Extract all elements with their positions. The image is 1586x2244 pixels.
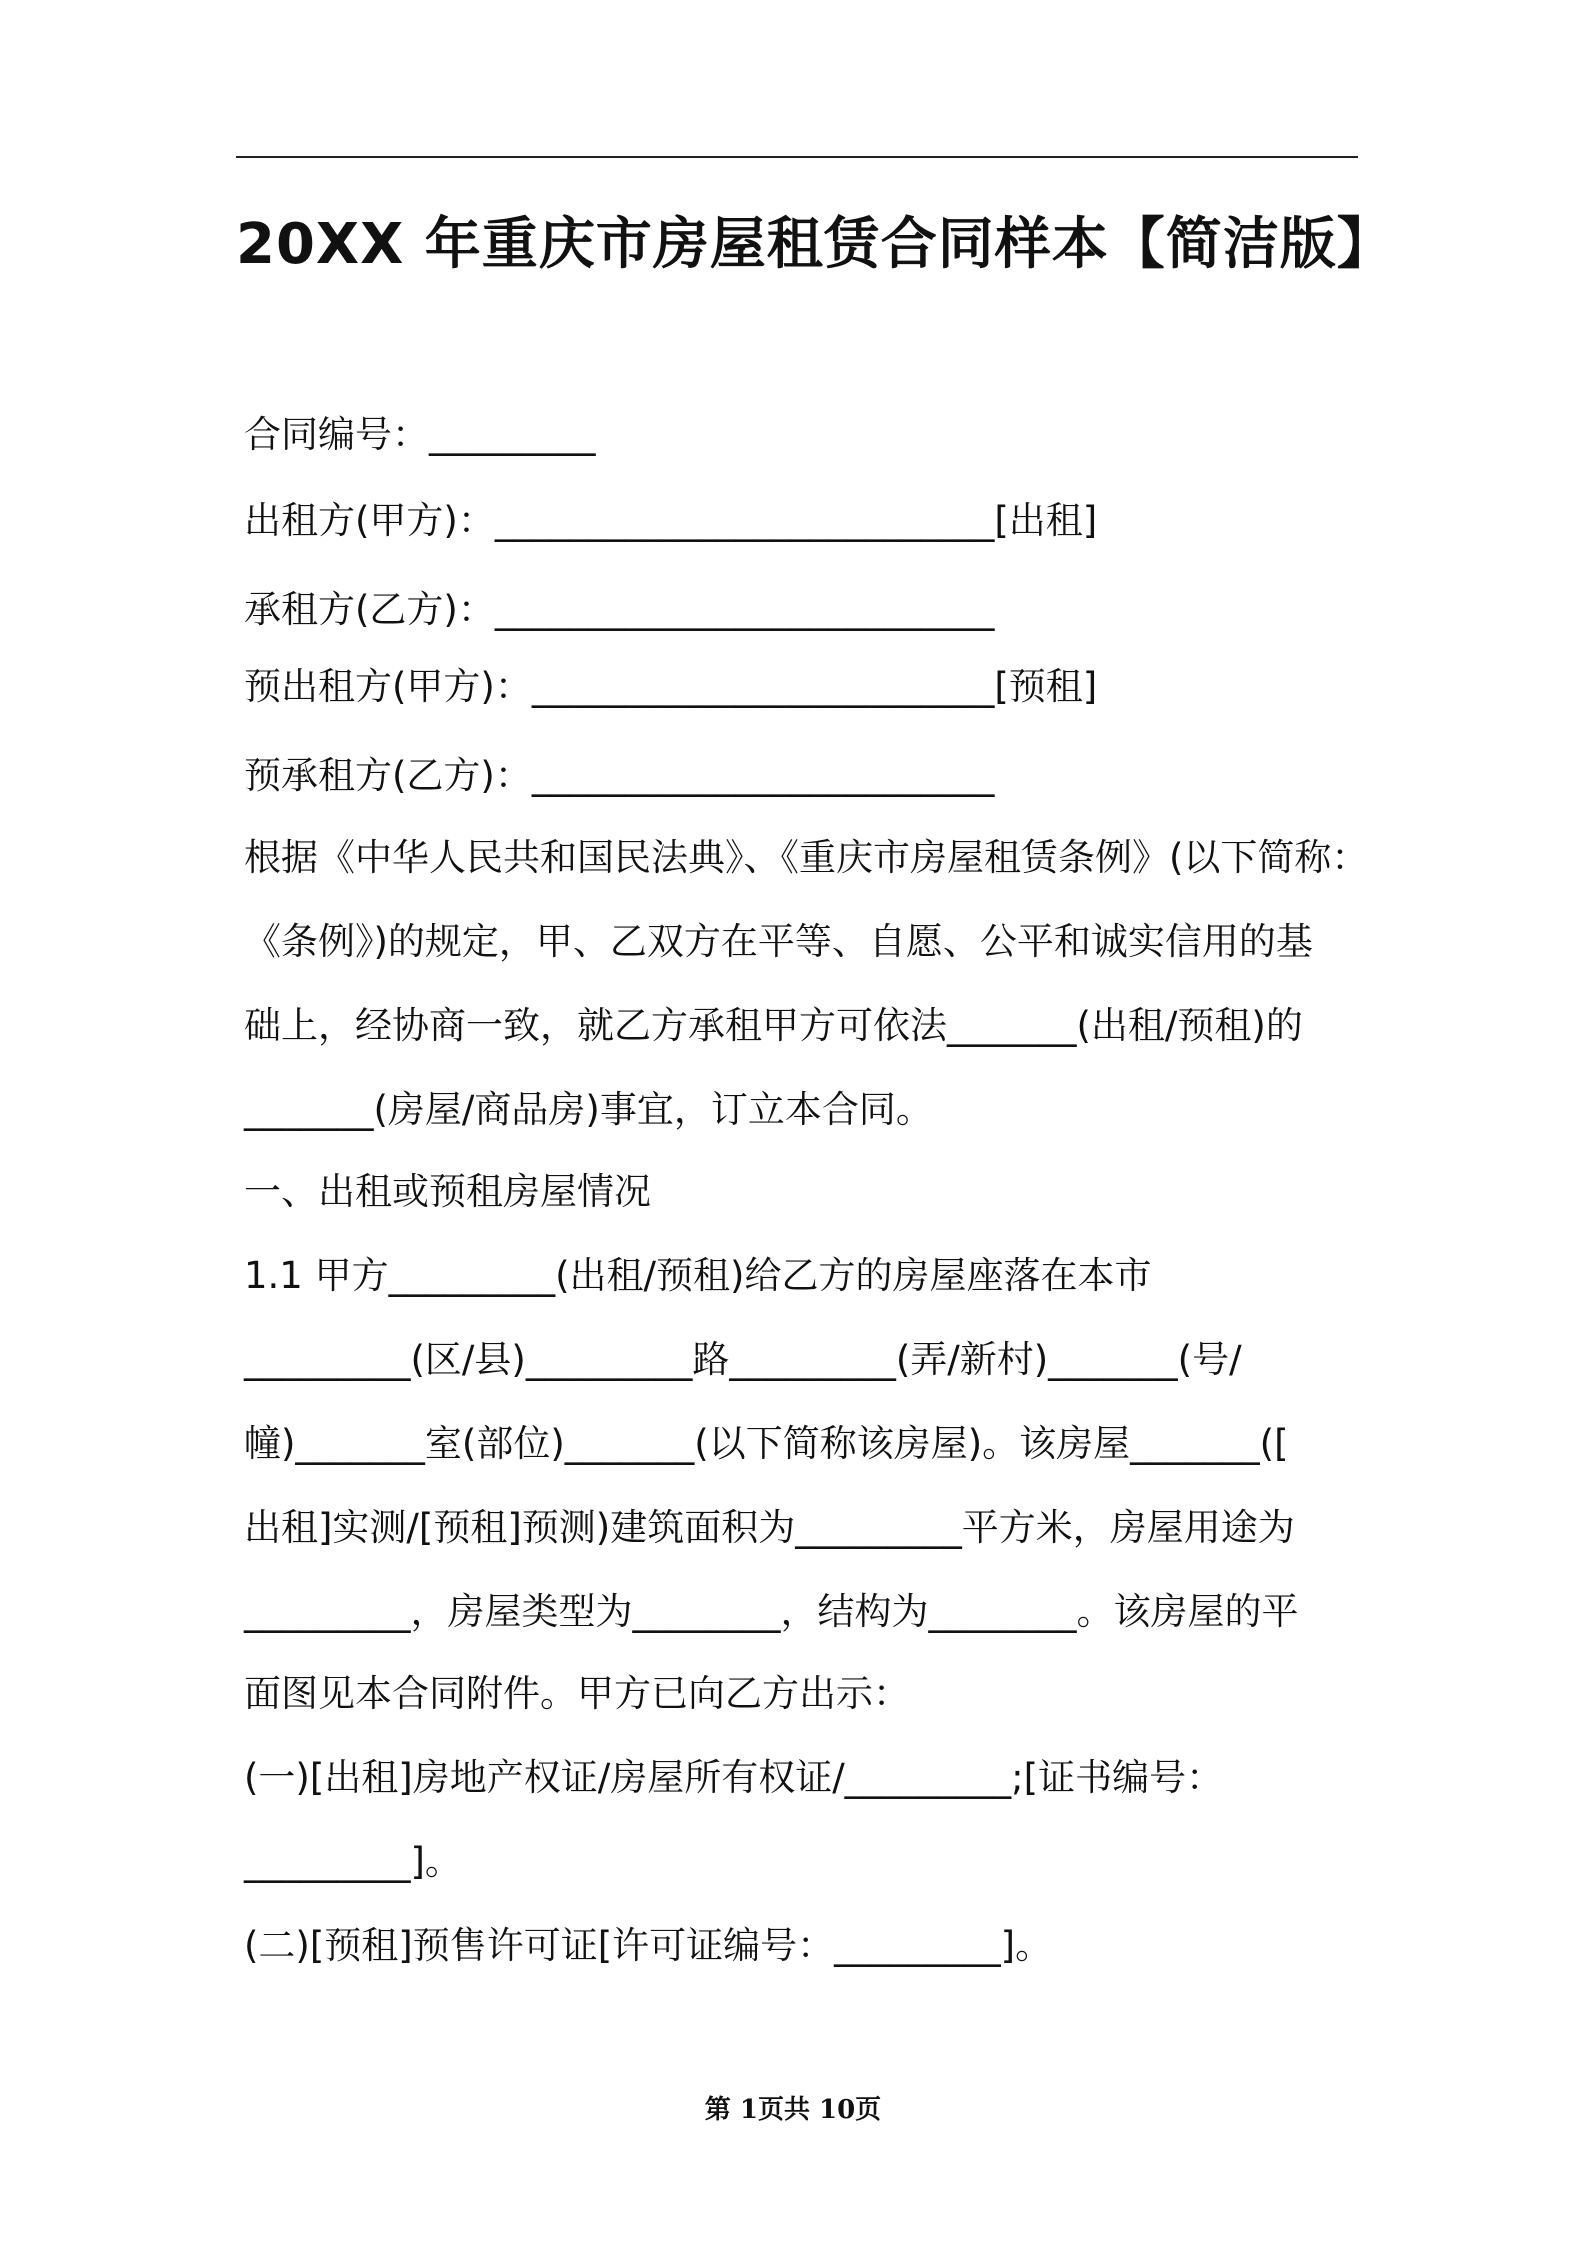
pre-lessee-line: 预承租方(乙方)：_________________________ [244, 754, 995, 797]
clause-line: 1.1 甲方_________(出租/预租)给乙方的房屋座落在本市 [244, 1254, 1152, 1297]
section-heading: 一、出租或预租房屋情况 [244, 1170, 651, 1213]
preamble-line: 根据《中华人民共和国民法典》、《重庆市房屋租赁条例》(以下简称： [244, 836, 1369, 879]
lessor-line: 出租方(甲方)：___________________________[出租] [244, 499, 1098, 542]
clause-line: 幢)_______室(部位)_______(以下简称该房屋)。该房屋_______([ [244, 1422, 1289, 1465]
preamble-line: 础上，经协商一致，就乙方承租甲方可依法_______(出租/预租)的 [244, 1004, 1303, 1047]
clause-line: 面图见本合同附件。甲方已向乙方出示： [244, 1672, 910, 1715]
clause-line: 出租]实测/[预租]预测)建筑面积为_________平方米，房屋用途为 [244, 1506, 1295, 1549]
preamble-line: _______(房屋/商品房)事宜，订立本合同。 [244, 1088, 933, 1131]
page-number: 第 1页共 10页 [704, 2095, 882, 2125]
contract-number-line: 合同编号：_________ [244, 413, 596, 456]
lessee-line: 承租方(乙方)：___________________________ [244, 588, 995, 631]
pre-lessor-line: 预出租方(甲方)：_________________________[预租] [244, 665, 1098, 708]
document-title: 20XX 年重庆市房屋租赁合同样本【简洁版】 [236, 212, 1394, 277]
clause-line: _________]。 [244, 1840, 462, 1883]
clause-line: (一)[出租]房地产权证/房屋所有权证/_________;[证书编号： [244, 1756, 1224, 1799]
clause-line: (二)[预租]预售许可证[许可证编号：_________]。 [244, 1924, 1053, 1967]
clause-line: _________，房屋类型为________，结构为________。该房屋的平 [244, 1590, 1299, 1633]
clause-line: _________(区/县)_________路_________(弄/新村)_______(号/ [244, 1338, 1242, 1381]
header-rule [236, 156, 1358, 158]
preamble-line: 《条例》)的规定，甲、乙双方在平等、自愿、公平和诚实信用的基 [244, 920, 1313, 963]
